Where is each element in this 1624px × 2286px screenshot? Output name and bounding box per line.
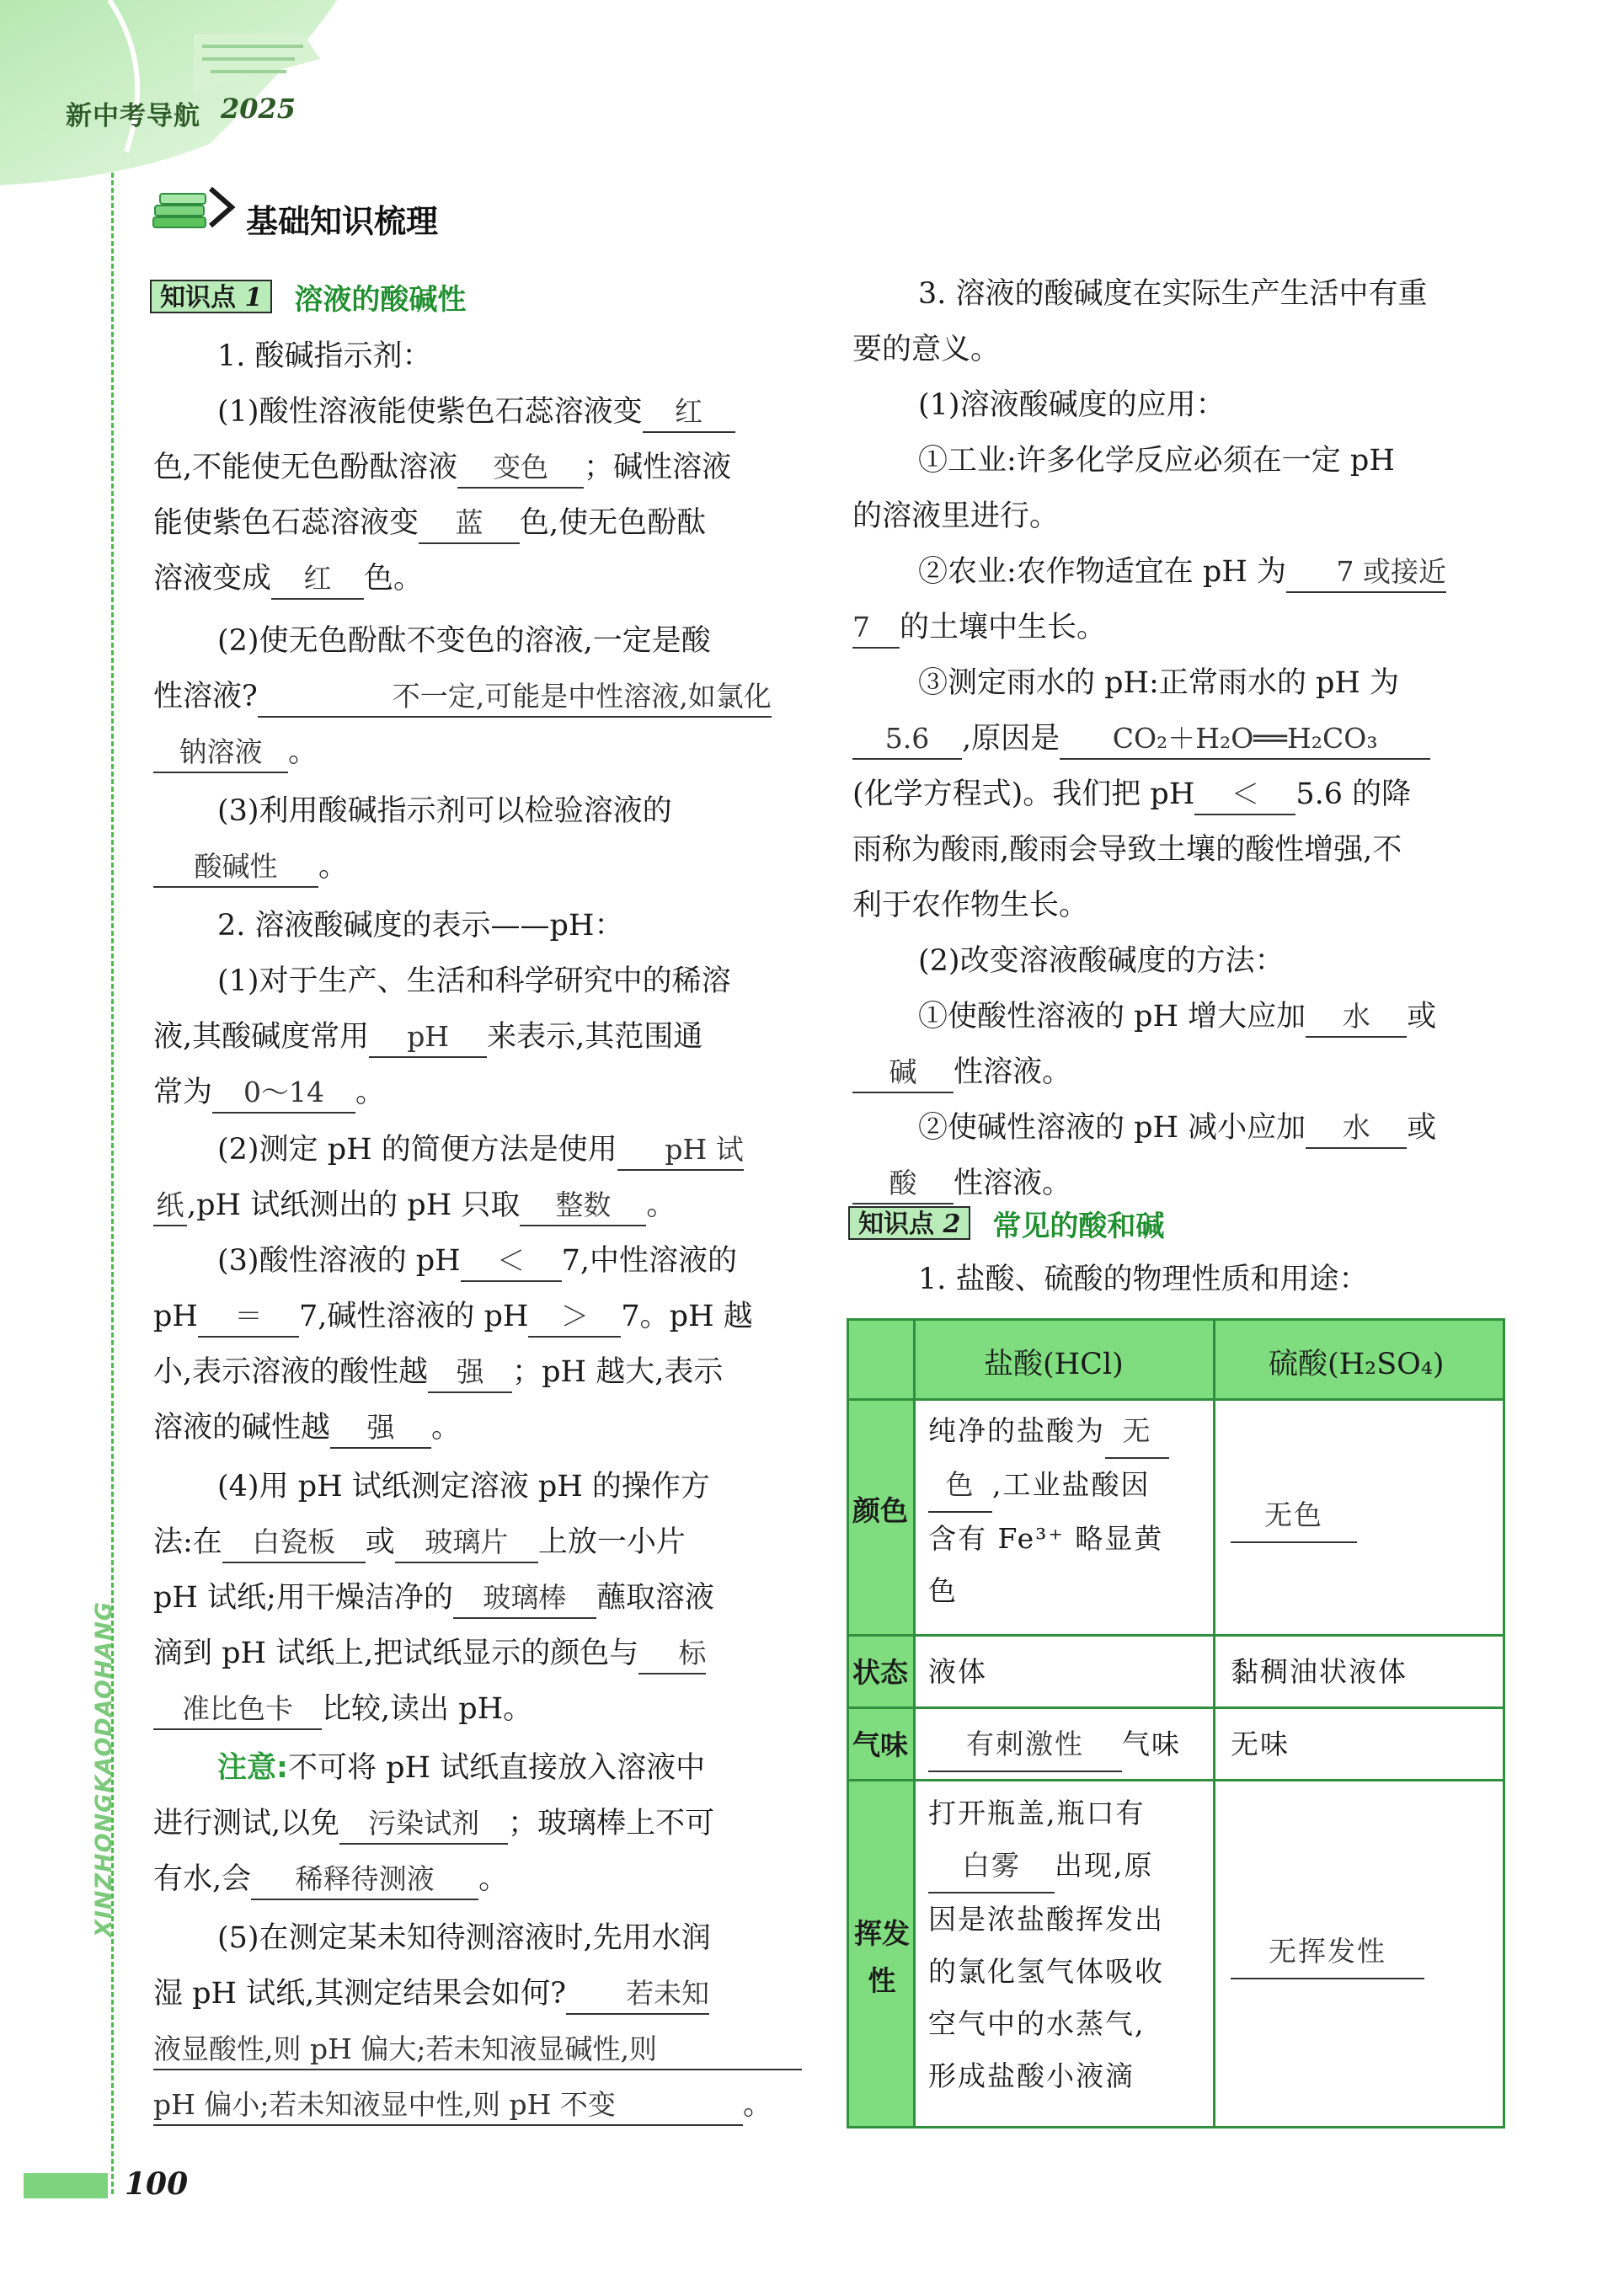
text-line: 常为 0～14 。 [153, 1073, 385, 1114]
answer-blank: 0～14 [212, 1073, 355, 1114]
text-line: (2)使无色酚酞不变色的溶液,一定是酸 [217, 624, 711, 658]
cell-hcl-smell: 有刺激性 气味 [928, 1718, 1181, 1772]
answer-blank: 红 [643, 393, 735, 433]
text-line: 利于农作物生长。 [852, 889, 1089, 922]
text-line: 注意:不可将 pH 试纸直接放入溶液中 [217, 1751, 706, 1785]
answer-blank: 不一定,可能是中性溶液,如氯化 [258, 677, 772, 718]
text-line: 液,其酸碱度常用 pH 来表示,其范围通 [153, 1017, 702, 1058]
answer-blank: 玻璃片 [395, 1523, 538, 1563]
text-line: (2)测定 pH 的简便方法是使用 pH 试 [217, 1130, 744, 1171]
answer-blank: 整数 [520, 1186, 646, 1226]
table-header-h2so4: 硫酸(H₂SO₄) [1269, 1348, 1445, 1381]
answer-blank: 变色 [457, 448, 584, 489]
answer-blank: 7 [852, 608, 900, 649]
text-line: ③测定雨水的 pH:正常雨水的 pH 为 [918, 666, 1400, 700]
cell-hcl-color: 纯净的盐酸为 无 色 ,工业盐酸因 含有 Fe³⁺ 略显黄 色 [928, 1405, 1169, 1617]
answer-blank: 水 [1306, 1108, 1407, 1149]
text-line: ②使碱性溶液的 pH 减小应加 水 或 [918, 1108, 1436, 1149]
text-line: 溶液变成 红 色。 [153, 559, 423, 600]
row-label-color: 颜色 [852, 1494, 908, 1527]
text-line: (化学方程式)。我们把 pH ＜ 5.6 的降 [852, 775, 1411, 815]
text-line: ①工业:许多化学反应必须在一定 pH [918, 444, 1395, 478]
answer-blank: 5.6 [852, 719, 962, 760]
text-line: 滴到 pH 试纸上,把试纸显示的颜色与 标 [153, 1634, 706, 1674]
text-line: 酸碱性 。 [153, 847, 348, 888]
text-line: 准比色卡 比较,读出 pH。 [153, 1690, 532, 1730]
answer-blank: 碱 [852, 1053, 954, 1093]
answer-blank: 标 [638, 1634, 706, 1674]
cell-h2so4-volatility: 无挥发性 [1231, 1925, 1424, 1979]
answer-blank: ＞ [528, 1297, 621, 1338]
knowledge-point-1-header [150, 278, 466, 315]
text-line: pH 偏小;若未知液显中性,则 pH 不变 。 [153, 2086, 772, 2126]
text-line: (5)在测定某未知待测溶液时,先用水润 [217, 1921, 711, 1955]
side-watermark-text: XINZHONGKAODAOHANG [91, 1601, 117, 1937]
answer-blank: 若未知 [566, 1974, 709, 2015]
note-label: 注意: [217, 1751, 288, 1785]
text-line: 1. 盐酸、硫酸的物理性质和用途： [918, 1263, 1369, 1296]
text-line: 纸 ,pH 试纸测出的 pH 只取 整数 。 [153, 1186, 676, 1226]
text-line: (2)改变溶液酸碱度的方法： [918, 944, 1285, 978]
text-line: (1)溶液酸碱度的应用： [918, 388, 1226, 422]
text-line: 要的意义。 [852, 333, 1001, 366]
text-line: 1. 酸碱指示剂： [217, 339, 432, 373]
text-line: ①使酸性溶液的 pH 增大应加 水 或 [918, 997, 1436, 1038]
answer-blank: 钠溶液 [153, 733, 288, 773]
knowledge-point-title: 常见的酸和碱 [992, 1209, 1165, 1243]
text-line: 有水,会 稀释待测液 。 [153, 1860, 508, 1900]
knowledge-point-tag: 知识点 2 [848, 1206, 970, 1240]
section-title: 基础知识梳理 [246, 203, 439, 240]
row-label-volatility: 挥发性 [854, 1917, 910, 1997]
text-line: 湿 pH 试纸,其测定结果会如何? 若未知 [153, 1974, 709, 2015]
cell-hcl-state: 液体 [928, 1655, 987, 1688]
text-line: ②农业:农作物适宜在 pH 为 7 或接近 [918, 553, 1446, 593]
text-line: (1)酸性溶液能使紫色石蕊溶液变 红 [217, 393, 735, 433]
answer-blank: CO₂＋H₂O══H₂CO₃ [1060, 719, 1430, 760]
answer-blank: 玻璃棒 [453, 1578, 596, 1619]
answer-blank: 强 [428, 1353, 512, 1393]
answer-blank: 蓝 [419, 504, 520, 544]
answer-blank: pH [369, 1017, 487, 1058]
cell-hcl-volatility: 打开瓶盖,瓶口有 白雾 出现,原 因是浓盐酸挥发出 的氯化氢气体吸收 空气中的水蒸气, 形成盐酸小液滴 [928, 1797, 1164, 2092]
answer-blank: 白瓷板 [222, 1523, 366, 1563]
answer-blank: 酸碱性 [153, 847, 318, 888]
footer-bar [24, 2173, 108, 2198]
text-line: 3. 溶液的酸碱度在实际生产生活中有重 [918, 277, 1428, 311]
text-line: 性溶液? 不一定,可能是中性溶液,如氯化 [153, 677, 772, 718]
text-line [153, 2030, 802, 2070]
answer-blank: 液显酸性,则 pH 偏大;若未知液显碱性,则 [153, 2030, 802, 2070]
row-label-state: 状态 [852, 1656, 908, 1689]
answer-blank: 准比色卡 [153, 1690, 322, 1730]
text-line: 酸 性溶液。 [852, 1164, 1071, 1204]
text-line: 小,表示溶液的酸性越 强 ；pH 越大,表示 [153, 1353, 723, 1393]
text-line: pH 试纸;用干燥洁净的 玻璃棒 蘸取溶液 [153, 1578, 714, 1619]
row-label-smell: 气味 [852, 1728, 908, 1761]
text-line: 溶液的碱性越 强 。 [153, 1408, 461, 1449]
answer-blank: ＝ [198, 1297, 299, 1338]
answer-blank: 纸 [153, 1186, 187, 1226]
text-line: 2. 溶液酸碱度的表示——pH： [217, 909, 624, 943]
text-line: (3)利用酸碱指示剂可以检验溶液的 [217, 794, 672, 828]
brand-year: 2025 [221, 93, 296, 125]
text-line: (4)用 pH 试纸测定溶液 pH 的操作方 [217, 1470, 710, 1504]
text-line: 法:在 白瓷板 或 玻璃片 上放一小片 [153, 1523, 686, 1563]
text-line: 7 的土壤中生长。 [852, 608, 1106, 649]
text-line: 色,不能使无色酚酞溶液 变色 ；碱性溶液 [153, 448, 731, 489]
cell-h2so4-smell: 无味 [1231, 1728, 1290, 1760]
text-line: 5.6 ,原因是 CO₂＋H₂O══H₂CO₃ [852, 719, 1430, 760]
answer-blank: 污染试剂 [339, 1804, 508, 1845]
table-header-hcl: 盐酸(HCl) [984, 1348, 1124, 1381]
answer-blank: pH 偏小;若未知液显中性,则 pH 不变 [153, 2086, 743, 2126]
text-line: 碱 性溶液。 [852, 1053, 1071, 1093]
text-line: pH ＝ 7,碱性溶液的 pH ＞ 7。pH 越 [153, 1297, 753, 1338]
answer-blank: pH 试 [617, 1130, 744, 1171]
text-line: 钠溶液 。 [153, 733, 318, 773]
text-line: (1)对于生产、生活和科学研究中的稀溶 [217, 964, 731, 998]
text-line: 进行测试,以免 污染试剂 ；玻璃棒上不可 [153, 1804, 714, 1845]
answer-blank: 水 [1306, 997, 1407, 1038]
brand-title: 新中考导航 [66, 101, 200, 131]
knowledge-point-title: 溶液的酸碱性 [294, 282, 467, 317]
answer-blank: 7 或接近 [1286, 553, 1446, 593]
cell-h2so4-color: 无色 [1231, 1489, 1357, 1543]
knowledge-point-tag: 知识点 1 [150, 280, 272, 313]
text-line: 的溶液里进行。 [852, 499, 1060, 533]
text-line: (3)酸性溶液的 pH ＜ 7,中性溶液的 [217, 1242, 737, 1282]
answer-blank: 酸 [852, 1164, 954, 1204]
answer-blank: 红 [271, 559, 364, 600]
books-icon [152, 182, 244, 232]
answer-blank: 强 [330, 1408, 431, 1449]
page-number: 100 [125, 2166, 189, 2202]
acid-properties-table [847, 1318, 1505, 2128]
answer-blank: ＜ [461, 1242, 562, 1282]
answer-blank: 稀释待测液 [251, 1860, 478, 1900]
text-line: 能使紫色石蕊溶液变 蓝 色,使无色酚酞 [153, 504, 706, 544]
knowledge-point-2-header [848, 1204, 1164, 1242]
text-line: 雨称为酸雨,酸雨会导致土壤的酸性增强,不 [852, 833, 1402, 867]
cell-h2so4-state: 黏稠油状液体 [1231, 1655, 1408, 1688]
answer-blank: ＜ [1194, 775, 1295, 815]
